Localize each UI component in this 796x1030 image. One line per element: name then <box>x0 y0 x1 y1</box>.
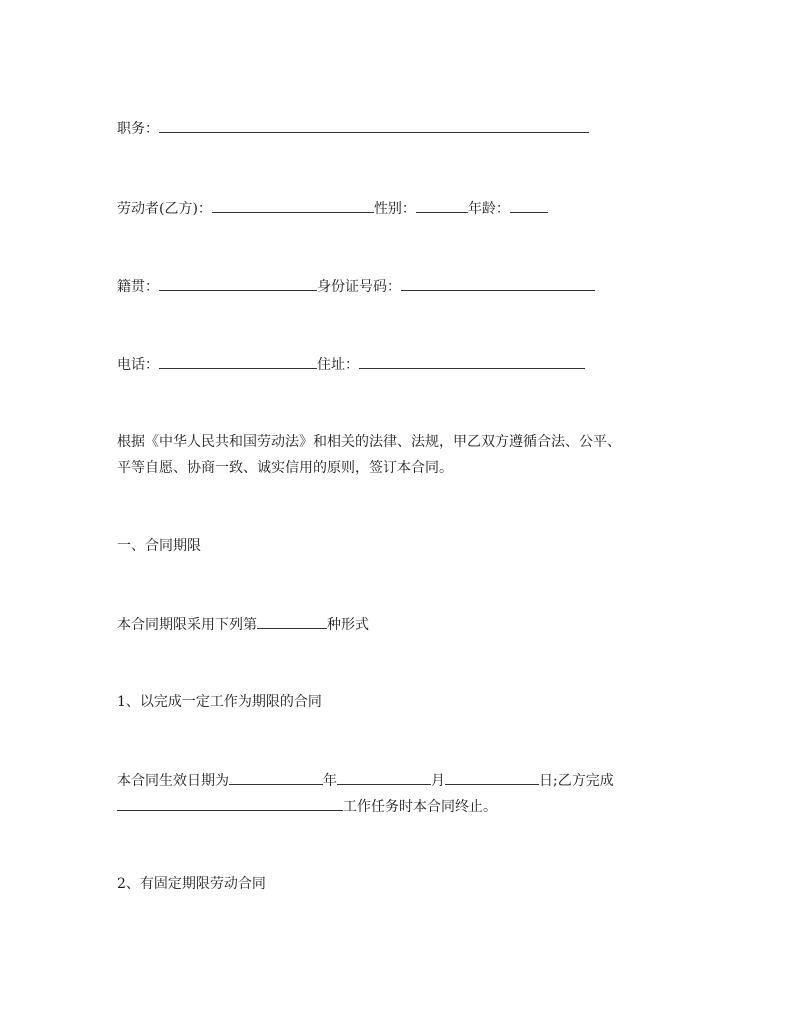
effective-month-blank[interactable] <box>337 770 431 785</box>
task-blank[interactable] <box>117 796 343 811</box>
position-row <box>117 118 589 138</box>
preamble-line-1: 根据《中华人民共和国劳动法》和相关的法律、法规，甲乙双方遵循合法、公平、 <box>117 434 621 450</box>
term-form-prefix: 本合同期限采用下列第 <box>117 617 257 633</box>
worker-label: 劳动者(乙方)： <box>117 201 212 217</box>
section1-heading: 一、合同期限 <box>117 538 201 554</box>
native-place-blank[interactable] <box>159 276 317 291</box>
gender-label: 性别： <box>373 201 416 217</box>
effective-prefix: 本合同生效日期为 <box>117 773 229 789</box>
term-form-row <box>117 614 369 634</box>
clause1-heading: 1、以完成一定工作为期限的合同 <box>117 694 322 710</box>
position-blank[interactable] <box>159 118 589 133</box>
worker-name-blank[interactable] <box>212 198 374 213</box>
phone-label: 电话： <box>117 357 159 373</box>
task-end-text: 工作任务时本合同终止。 <box>343 799 497 815</box>
address-blank[interactable] <box>359 354 585 369</box>
month-label: 月 <box>431 773 445 789</box>
phone-blank[interactable] <box>159 354 317 369</box>
task-end-row <box>117 796 497 816</box>
term-form-suffix: 种形式 <box>327 617 369 633</box>
term-form-blank[interactable] <box>257 614 327 629</box>
day-completion-label: 日;乙方完成 <box>539 773 614 789</box>
age-label: 年龄： <box>467 201 510 217</box>
phone-row <box>117 354 585 374</box>
position-label: 职务： <box>117 121 159 137</box>
worker-row <box>117 198 548 218</box>
preamble-line-2: 平等自愿、协商一致、诚实信用的原则，签订本合同。 <box>117 460 453 476</box>
effective-date-row <box>117 770 614 790</box>
effective-day-blank[interactable] <box>445 770 539 785</box>
effective-year-blank[interactable] <box>229 770 323 785</box>
clause2-heading: 2、有固定期限劳动合同 <box>117 876 266 892</box>
address-label: 住址： <box>317 357 359 373</box>
gender-blank[interactable] <box>416 198 468 213</box>
age-blank[interactable] <box>510 198 548 213</box>
native-place-label: 籍贯： <box>117 279 159 295</box>
year-label: 年 <box>323 773 337 789</box>
id-number-blank[interactable] <box>401 276 595 291</box>
native-place-row <box>117 276 595 296</box>
id-number-label: 身份证号码： <box>317 279 401 295</box>
